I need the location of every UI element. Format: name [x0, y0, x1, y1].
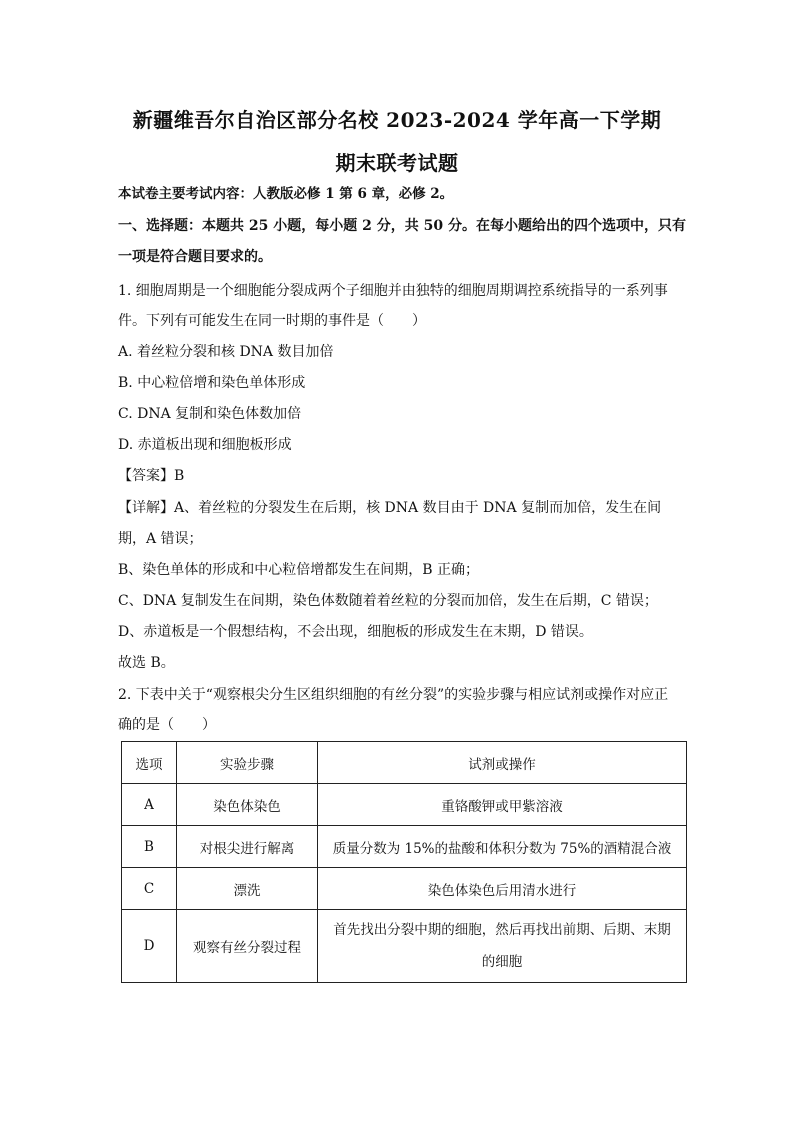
q1-detail-line: 故选 B。: [118, 655, 175, 671]
table-header-cell: 选项: [122, 742, 177, 784]
table-cell-option: B: [122, 826, 177, 868]
q2-stem-line2: 确的是（ ）: [118, 717, 216, 733]
table-row: [122, 868, 687, 910]
q1-option-c: C. DNA 复制和染色体数加倍: [118, 406, 302, 422]
table-cell-reagent: [318, 910, 687, 983]
exam-title-line1: 新疆维吾尔自治区部分名校 2023-2024 学年高一下学期: [132, 108, 662, 132]
q1-detail-line: B、染色单体的形成和中心粒倍增都发生在间期，B 正确；: [118, 562, 480, 578]
table-cell-reagent: 质量分数为 15%的盐酸和体积分数为 75%的酒精混合液: [318, 826, 687, 868]
q1-detail-line: 期，A 错误；: [118, 531, 203, 547]
table-cell-reagent: 染色体染色后用清水进行: [318, 868, 687, 910]
table-cell-step: 观察有丝分裂过程: [177, 910, 318, 983]
table-header-row: [122, 742, 687, 784]
table-cell-step: 漂洗: [177, 868, 318, 910]
q2-table: [121, 741, 687, 983]
q1-option-a: A. 着丝粒分裂和核 DNA 数目加倍: [118, 344, 334, 360]
table-cell-option: C: [122, 868, 177, 910]
table-cell-option: D: [122, 910, 177, 983]
table-header-cell: 实验步骤: [177, 742, 318, 784]
table-row: [122, 910, 687, 983]
table-cell-reagent: 重铬酸钾或甲紫溶液: [318, 784, 687, 826]
table-cell-step: 染色体染色: [177, 784, 318, 826]
q1-stem-line1: 1. 细胞周期是一个细胞能分裂成两个子细胞并由独特的细胞周期调控系统指导的一系列事: [118, 283, 668, 299]
table-cell-option: A: [122, 784, 177, 826]
table-cell-reagent-line2: 的细胞: [481, 954, 523, 970]
section1-instructions-line2: 一项是符合题目要求的。: [118, 249, 272, 265]
q1-stem-line2: 件。下列有可能发生在同一时期的事件是（ ）: [118, 313, 426, 329]
q1-detail-line: 【详解】A、着丝粒的分裂发生在后期，核 DNA 数目由于 DNA 复制而加倍，发生在间: [118, 500, 662, 516]
q1-option-d: D. 赤道板出现和细胞板形成: [118, 437, 292, 453]
q1-detail-line: D、赤道板是一个假想结构，不会出现，细胞板的形成发生在末期，D 错误。: [118, 624, 593, 640]
section1-instructions-line1: 一、选择题：本题共 25 小题，每小题 2 分，共 50 分。在每小题给出的四个选项中，只有: [118, 218, 686, 234]
table-row: [122, 826, 687, 868]
table-cell-reagent-line1: 首先找出分裂中期的细胞，然后再找出前期、后期、末期: [333, 922, 671, 938]
table-header-cell: 试剂或操作: [318, 742, 687, 784]
table-cell-step: 对根尖进行解离: [177, 826, 318, 868]
q2-stem-line1: 2. 下表中关于“观察根尖分生区组织细胞的有丝分裂”的实验步骤与相应试剂或操作对应正: [118, 687, 669, 703]
q1-answer: 【答案】B: [118, 468, 185, 484]
table-row: [122, 784, 687, 826]
q1-option-b: B. 中心粒倍增和染色单体形成: [118, 375, 306, 391]
q1-detail-line: C、DNA 复制发生在间期，染色体数随着着丝粒的分裂而加倍，发生在后期，C 错误；: [118, 593, 658, 609]
exam-scope: 本试卷主要考试内容：人教版必修 1 第 6 章，必修 2。: [118, 186, 454, 202]
exam-title-line2: 期末联考试题: [335, 151, 459, 175]
